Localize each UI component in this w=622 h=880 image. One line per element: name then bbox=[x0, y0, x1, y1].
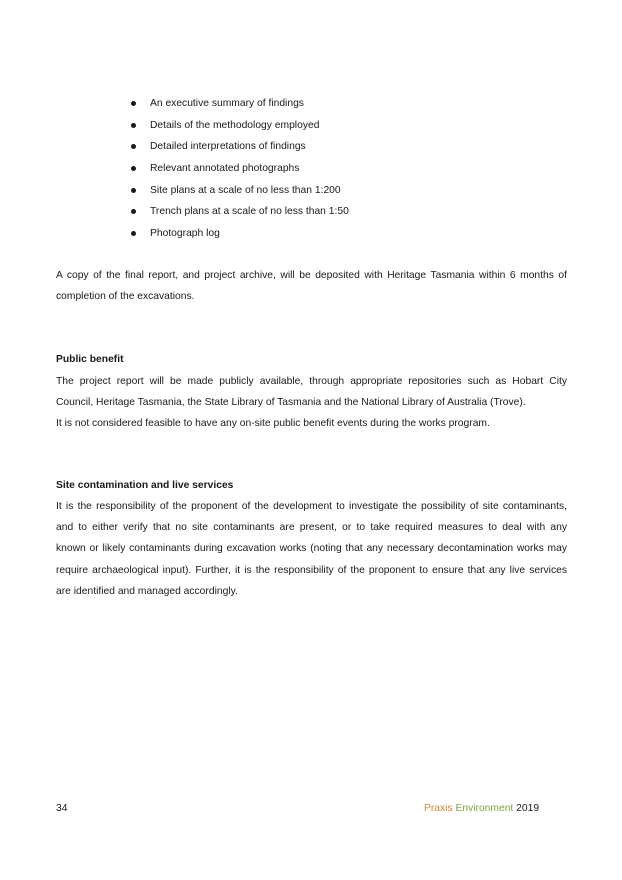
list-item bbox=[130, 136, 349, 158]
list-item-text: Trench plans at a scale of no less than 1:50 bbox=[150, 206, 349, 218]
paragraph-line: It is not considered feasible to have any on-site public benefit events during the works program. bbox=[56, 418, 490, 430]
list-item-text: Relevant annotated photographs bbox=[150, 163, 300, 175]
list-item bbox=[130, 158, 349, 180]
public-benefit-paragraph bbox=[56, 371, 567, 435]
footer-year: 2019 bbox=[516, 803, 540, 814]
list-item bbox=[130, 115, 349, 137]
list-item bbox=[130, 93, 349, 115]
list-item-text: Photograph log bbox=[150, 228, 220, 240]
final-report-paragraph bbox=[56, 265, 567, 307]
list-item-text: Details of the methodology employed bbox=[150, 119, 320, 131]
list-item-text: Site plans at a scale of no less than 1:200 bbox=[150, 184, 341, 196]
list-item bbox=[130, 201, 349, 223]
bullet-icon bbox=[131, 166, 136, 171]
paragraph-line: completion of the excavations. bbox=[56, 291, 195, 303]
paragraph-line: require archaeological input). Further, it is the responsibility of the proponent to ensure that any live services bbox=[56, 564, 567, 576]
list-item bbox=[130, 180, 349, 202]
bullet-icon bbox=[131, 209, 136, 214]
footer-brand bbox=[424, 802, 539, 816]
site-contamination-heading: Site contamination and live services bbox=[56, 480, 234, 491]
list-item-text: Detailed interpretations of findings bbox=[150, 141, 306, 153]
page-number: 34 bbox=[56, 803, 68, 814]
paragraph-line: The project report will be made publicly available, through appropriate repositories such as Hobart City bbox=[56, 376, 567, 387]
paragraph-line: known or likely contaminants during excavation works (noting that any necessary decontamination works may bbox=[56, 543, 567, 555]
public-benefit-heading: Public benefit bbox=[56, 354, 124, 365]
brand-environment: Environment bbox=[455, 803, 514, 814]
paragraph-line: and to either verify that no site contaminants are present, or to take required measures to deal with any bbox=[56, 522, 567, 534]
list-item-text: An executive summary of findings bbox=[150, 98, 304, 109]
report-contents-list bbox=[130, 93, 349, 245]
bullet-icon bbox=[131, 101, 136, 106]
paragraph-line: Council, Heritage Tasmania, the State Library of Tasmania and the National Library of Australia (Trove). bbox=[56, 397, 526, 409]
brand-praxis: Praxis bbox=[424, 803, 453, 814]
paragraph-line: are identified and managed accordingly. bbox=[56, 585, 238, 597]
bullet-icon bbox=[131, 123, 136, 128]
list-item bbox=[130, 223, 349, 245]
bullet-icon bbox=[131, 144, 136, 149]
paragraph-line: It is the responsibility of the proponent of the development to investigate the possibility of site contaminants, bbox=[56, 501, 567, 512]
bullet-icon bbox=[131, 188, 136, 193]
site-contamination-paragraph bbox=[56, 496, 567, 602]
bullet-icon bbox=[131, 231, 136, 236]
paragraph-line: A copy of the final report, and project archive, will be deposited with Heritage Tasmania within 6 months of bbox=[56, 270, 567, 281]
